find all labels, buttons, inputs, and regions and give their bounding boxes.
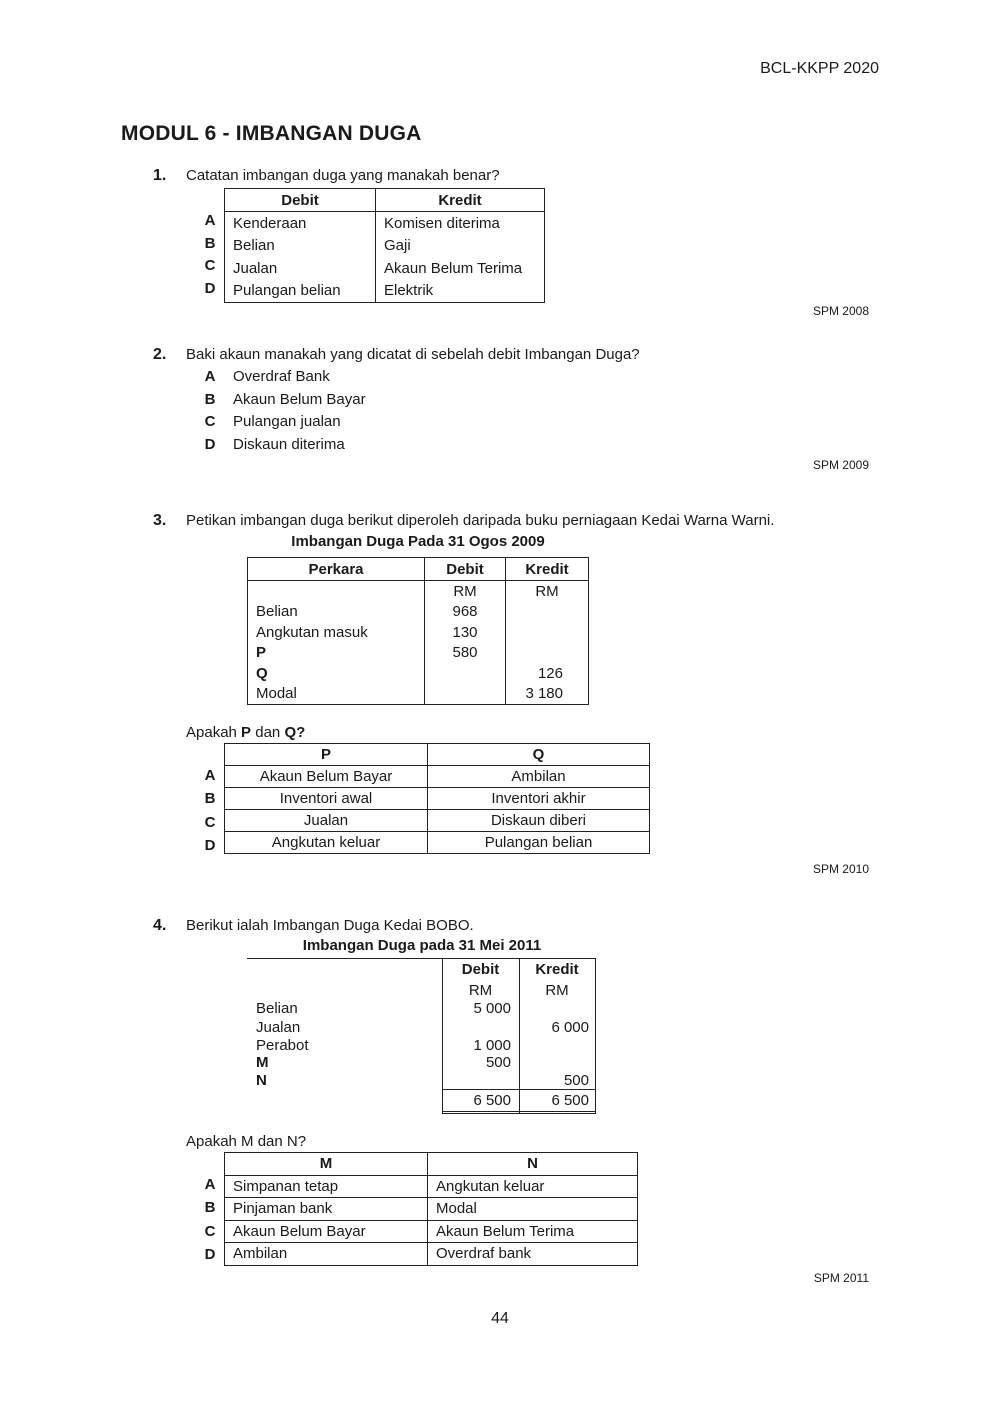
option-row: [203, 391, 366, 414]
kredit-header: Kredit: [535, 961, 579, 978]
table-row: [225, 810, 650, 832]
table-row: [225, 1198, 638, 1221]
document-code: BCL-KKPP 2020: [760, 60, 879, 77]
q-cell: Inventori akhir: [428, 788, 650, 810]
option-row: [203, 413, 366, 436]
item-cell: Belian: [248, 602, 425, 623]
table-row: [225, 1243, 638, 1266]
question-3-option-labels: [203, 767, 217, 860]
n-cell: Angkutan keluar: [428, 1175, 638, 1198]
kredit-cell: Komisen diterima: [376, 212, 545, 235]
kredit-cell: Akaun Belum Terima: [376, 257, 545, 280]
m-cell: Pinjaman bank: [225, 1198, 428, 1221]
kredit-header: Kredit: [376, 189, 545, 212]
debit-unit: RM: [468, 982, 493, 999]
item-cell: [248, 581, 425, 602]
option-text: Overdraf Bank: [233, 368, 330, 385]
perkara-header: Perkara: [248, 558, 425, 581]
question-3-text: Petikan imbangan duga berikut diperoleh daripada buku perniagaan Kedai Warna Warni.: [186, 512, 775, 529]
debit-cell: 1 000: [473, 1037, 511, 1054]
kredit-cell: [506, 602, 589, 623]
kredit-header: Kredit: [506, 558, 589, 581]
total-double-rule: [442, 1111, 595, 1114]
option-label: C: [204, 413, 216, 431]
option-label: A: [204, 212, 216, 229]
question-1-number: 1.: [153, 167, 167, 184]
question-2-source: SPM 2009: [812, 458, 869, 472]
debit-header: Debit: [425, 558, 506, 581]
kredit-cell: 126: [506, 663, 589, 684]
total-top-rule: [442, 1089, 595, 1090]
option-label: A: [204, 767, 216, 784]
debit-cell: [425, 684, 506, 705]
question-4-trial-balance: [247, 958, 596, 1114]
option-label: D: [204, 436, 216, 454]
table-row: [225, 832, 650, 854]
kredit-cell: 3 180: [506, 684, 589, 705]
question-4-source: SPM 2011: [813, 1271, 869, 1285]
question-1-option-labels: [203, 212, 217, 302]
option-label: B: [204, 390, 216, 408]
p-cell: Akaun Belum Bayar: [225, 766, 428, 788]
kredit-cell: 6 000: [551, 1019, 589, 1036]
item-cell: Jualan: [256, 1019, 301, 1036]
n-cell: Modal: [428, 1198, 638, 1221]
p-cell: Jualan: [225, 810, 428, 832]
item-cell: Modal: [248, 684, 425, 705]
question-4-text: Berikut ialah Imbangan Duga Kedai BOBO.: [186, 917, 474, 934]
debit-cell: [425, 663, 506, 684]
table-header-row: [248, 558, 589, 581]
table-row: [248, 684, 589, 705]
debit-cell: RM: [425, 581, 506, 602]
question-3-ask: [186, 724, 305, 741]
question-1-table: [224, 188, 545, 303]
option-label: C: [204, 257, 216, 274]
table-row: [225, 766, 650, 788]
question-2-options: [203, 368, 366, 459]
kredit-cell: [506, 622, 589, 643]
kredit-unit: RM: [545, 982, 569, 999]
item-cell: N: [256, 1072, 267, 1089]
option-label: C: [204, 813, 216, 831]
q-header: Q: [428, 744, 650, 766]
module-title: MODUL 6 - IMBANGAN DUGA: [121, 122, 422, 145]
ask-prefix: Apakah: [186, 724, 242, 741]
debit-cell: Belian: [225, 235, 376, 258]
item-cell: Q: [248, 663, 425, 684]
option-label: B: [204, 790, 216, 808]
question-1-text: Catatan imbangan duga yang manakah benar?: [186, 167, 500, 184]
question-4-ask: Apakah M dan N?: [186, 1133, 307, 1150]
ask-mid: dan: [251, 724, 285, 741]
p-cell: Angkutan keluar: [225, 832, 428, 854]
m-header: M: [225, 1153, 428, 1176]
table-row: [225, 212, 545, 235]
kredit-cell: 500: [563, 1072, 589, 1089]
option-label: B: [204, 234, 216, 252]
option-label: A: [204, 1176, 216, 1193]
table-row: [248, 663, 589, 684]
option-label: A: [204, 368, 216, 385]
m-cell: Ambilan: [225, 1243, 428, 1266]
n-cell: Overdraf bank: [428, 1243, 638, 1266]
debit-cell: Kenderaan: [225, 212, 376, 235]
option-label: D: [204, 279, 216, 297]
debit-cell: 130: [425, 622, 506, 643]
question-4-option-labels: [203, 1176, 217, 1270]
question-3-tb-title: Imbangan Duga Pada 31 Ogos 2009: [291, 533, 545, 550]
debit-header: Debit: [461, 961, 500, 978]
debit-cell: Pulangan belian: [225, 280, 376, 303]
option-label: D: [204, 1246, 216, 1264]
table-row: [225, 280, 545, 303]
ask-p: P: [241, 724, 252, 741]
table-row: [248, 643, 589, 664]
table-row: [225, 1175, 638, 1198]
p-header: P: [225, 744, 428, 766]
option-row: [203, 368, 366, 391]
p-cell: Inventori awal: [225, 788, 428, 810]
table-header-row: [225, 744, 650, 766]
item-cell: Belian: [256, 1000, 298, 1017]
n-cell: Akaun Belum Terima: [428, 1220, 638, 1243]
m-cell: Simpanan tetap: [225, 1175, 428, 1198]
table-row: [248, 602, 589, 623]
question-2-number: 2.: [153, 346, 167, 363]
table-row: [225, 235, 545, 258]
kredit-total: 6 500: [551, 1092, 589, 1109]
debit-cell: 5 000: [473, 1000, 511, 1017]
debit-cell: 500: [485, 1054, 511, 1071]
m-cell: Akaun Belum Bayar: [225, 1220, 428, 1243]
debit-cell: 580: [425, 643, 506, 664]
question-3-number: 3.: [153, 512, 167, 529]
debit-cell: 968: [425, 602, 506, 623]
top-rule: [247, 958, 596, 959]
table-header-row: [225, 189, 545, 212]
table-row: [225, 257, 545, 280]
question-3-source: SPM 2010: [812, 862, 869, 876]
option-row: [203, 436, 366, 459]
option-text: Diskaun diterima: [233, 436, 345, 454]
kredit-right-rule: [595, 958, 596, 1114]
n-header: N: [428, 1153, 638, 1176]
option-label: D: [204, 836, 216, 854]
question-4-options-table: [224, 1152, 638, 1266]
table-row: [225, 788, 650, 810]
option-label: B: [204, 1199, 216, 1217]
page-number: 44: [491, 1310, 509, 1327]
option-text: Akaun Belum Bayar: [233, 390, 366, 408]
kredit-cell: Elektrik: [376, 280, 545, 303]
question-4-tb-title: Imbangan Duga pada 31 Mei 2011: [302, 937, 542, 954]
ask-q: Q?: [284, 724, 306, 741]
q-cell: Ambilan: [428, 766, 650, 788]
table-header-row: [225, 1153, 638, 1176]
question-3-options-table: [224, 743, 650, 854]
kredit-cell: [506, 643, 589, 664]
debit-total: 6 500: [473, 1092, 511, 1109]
debit-cell: Jualan: [225, 257, 376, 280]
question-1-source: SPM 2008: [812, 304, 869, 318]
question-4-number: 4.: [153, 917, 167, 934]
table-row: [225, 1220, 638, 1243]
option-label: C: [204, 1222, 216, 1240]
table-row: [248, 581, 589, 602]
q-cell: Diskaun diberi: [428, 810, 650, 832]
debit-header: Debit: [225, 189, 376, 212]
question-2-text: Baki akaun manakah yang dicatat di sebelah debit Imbangan Duga?: [186, 346, 640, 363]
item-cell: Angkutan masuk: [248, 622, 425, 643]
kredit-cell: RM: [506, 581, 589, 602]
item-cell: Perabot: [256, 1037, 309, 1054]
table-row: [248, 622, 589, 643]
q-cell: Pulangan belian: [428, 832, 650, 854]
kredit-cell: Gaji: [376, 235, 545, 258]
option-text: Pulangan jualan: [233, 413, 341, 431]
question-3-trial-balance: [247, 557, 589, 705]
item-cell: P: [248, 643, 425, 664]
item-cell: M: [256, 1054, 269, 1071]
